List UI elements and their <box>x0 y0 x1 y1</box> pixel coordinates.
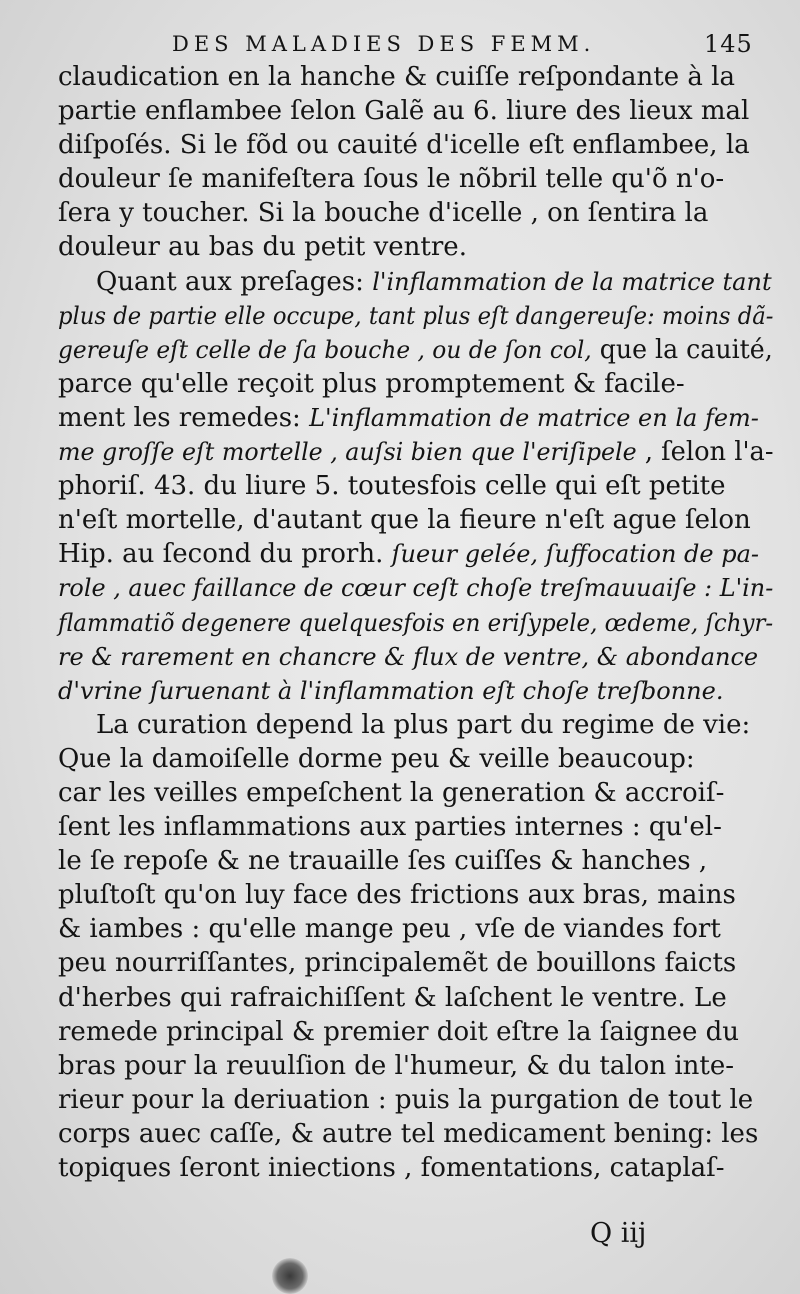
running-head <box>172 32 772 62</box>
text-line <box>58 299 774 333</box>
text-segment: , ſelon l'a- <box>636 437 774 468</box>
text-line <box>58 128 773 162</box>
text-segment: rieur pour la deriuation : puis la purgation de tout le <box>58 1084 754 1115</box>
text-line <box>58 162 773 196</box>
italic-segment: role , auec faillance de cœur ceſt choſe treſmauuaiſe : L'in- <box>58 574 774 603</box>
text-line <box>58 912 773 946</box>
text-segment: partie enflambee ſelon Galẽ au 6. liure des lieux mal <box>58 96 750 127</box>
text-segment: remede principal & premier doit eſtre la ſaignee du <box>58 1016 740 1047</box>
text-line <box>58 196 773 230</box>
text-segment: ſera y toucher. Si la bouche d'icelle , on ſentira la <box>58 198 709 229</box>
text-segment: d'herbes qui rafraichiſſent & laſchent le ventre. Le <box>58 982 727 1013</box>
text-line <box>58 230 773 264</box>
text-line <box>58 1049 773 1083</box>
text-segment: La curation depend la plus part du regime de vie: <box>96 709 751 740</box>
italic-segment: me groſſe eſt mortelle , auſsi bien que l'eriſipele <box>58 438 637 467</box>
body-text <box>58 60 773 1185</box>
text-line <box>58 571 774 605</box>
text-line <box>58 674 773 708</box>
text-line <box>58 742 773 776</box>
text-line <box>58 708 773 742</box>
text-segment: le ſe repoſe & ne trauaille ſes cuiſſes & hanches , <box>58 846 708 877</box>
text-segment: douleur ſe manifeſtera ſous le nõbril telle qu'õ n'o- <box>58 164 725 195</box>
text-segment: pluſtoſt qu'on luy face des frictions aux bras, mains <box>58 880 736 911</box>
text-line <box>58 94 773 128</box>
text-line <box>58 640 773 674</box>
text-line <box>58 503 773 537</box>
text-segment: topiques ſeront iniections , fomentations, cataplaſ- <box>58 1153 725 1183</box>
text-segment: diſpoſés. Si le fõd ou cauité d'icelle eſt enflambee, la <box>58 130 750 161</box>
text-segment: car les veilles empeſchent la generation & accroiſ- <box>58 777 725 808</box>
italic-segment: flammatiõ degenere quelquesfois en eriſypele, œdeme, ſchyr- <box>58 608 774 637</box>
text-line <box>58 435 774 469</box>
italic-segment: gereuſe eſt celle de ſa bouche , ou de ſon col, <box>58 335 592 364</box>
text-line <box>58 1151 773 1185</box>
signature-mark: Q iij <box>590 1218 647 1249</box>
italic-segment: ſueur gelée, ſuffocation de pa- <box>391 540 760 569</box>
text-segment: & iambes : qu'elle mange peu , vſe de viandes fort <box>58 914 721 945</box>
text-segment: que la cauité, <box>591 334 773 365</box>
italic-segment: l'inflammation de la matrice tant <box>372 267 772 296</box>
text-segment: phoriſ. 43. du liure 5. toutesfois celle qui eſt petite <box>58 471 726 502</box>
italic-segment: d'vrine ſuruenant à l'inflammation eſt choſe treſbonne. <box>58 676 724 705</box>
text-segment: Hip. au ſecond du prorh. <box>58 539 392 570</box>
text-segment: ſent les inflammations aux parties internes : qu'el- <box>58 812 722 843</box>
text-segment: Que la damoiſelle dorme peu & veille beaucoup: <box>58 743 695 774</box>
text-line <box>58 1015 773 1049</box>
text-line <box>58 469 773 503</box>
text-line <box>58 810 773 844</box>
text-line <box>58 537 773 571</box>
text-line <box>58 401 773 435</box>
text-line <box>58 606 774 640</box>
italic-segment: L'inflammation de matrice en la fem- <box>309 403 759 432</box>
text-line <box>58 776 773 810</box>
text-segment: n'eſt mortelle, d'autant que la fieure n'eſt ague ſelon <box>58 505 751 536</box>
text-line <box>58 878 773 912</box>
text-line <box>58 981 773 1015</box>
text-line <box>58 946 773 980</box>
text-line <box>58 1083 773 1117</box>
text-line <box>58 265 773 299</box>
text-line <box>58 844 773 878</box>
text-line <box>58 333 773 367</box>
text-segment: parce qu'elle reçoit plus promptement & facile- <box>58 368 685 399</box>
text-line <box>58 367 773 401</box>
running-head-title: DES MALADIES DES FEMM. <box>172 32 596 56</box>
text-segment: bras pour la reuulſion de l'humeur, & du talon inte- <box>58 1050 735 1081</box>
text-line <box>58 60 773 94</box>
text-segment: corps auec caſſe, & autre tel medicament bening: les <box>58 1118 759 1149</box>
text-segment: peu nourriſſantes, principalemẽt de bouillons faicts <box>58 948 737 979</box>
text-segment: douleur au bas du petit ventre. <box>58 232 467 263</box>
italic-segment: plus de partie elle occupe, tant plus eſt dangereuſe: moins dã- <box>58 301 774 330</box>
text-segment: ment les remedes: <box>58 402 310 433</box>
text-segment: claudication en la hanche & cuiſſe reſpondante à la <box>58 62 735 92</box>
text-line <box>58 1117 773 1151</box>
page-number: 145 <box>704 30 753 58</box>
ink-stain <box>272 1258 308 1294</box>
text-segment: Quant aux preſages: <box>96 266 373 297</box>
italic-segment: re & rarement en chancre & flux de ventre, & abondance <box>58 642 759 671</box>
